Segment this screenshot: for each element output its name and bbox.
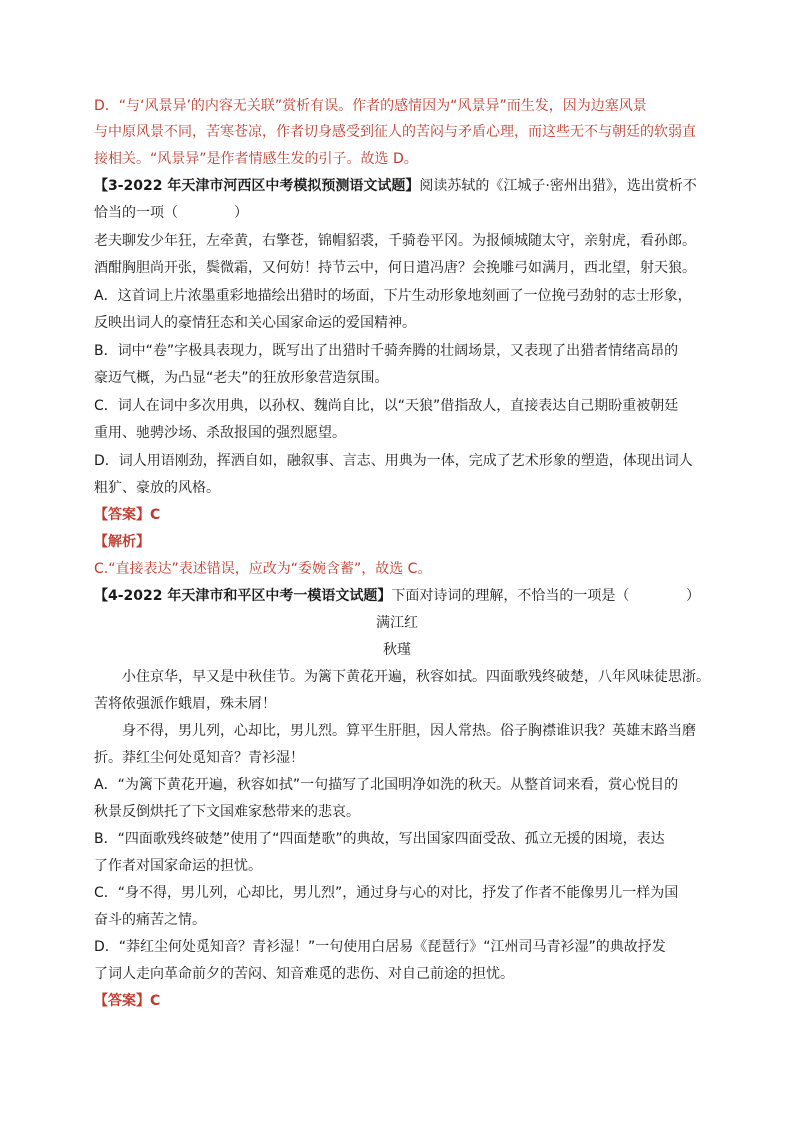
q3-option-a-line-1: A．这首词上片浓墨重彩地描绘出猎时的场面，下片生动形象地刻画了一位挽弓劲射的志士形象，: [94, 288, 692, 304]
q3-intro-line-2: 恰当的一项（ ）: [94, 205, 248, 221]
analysis-d-line-2: 与中原风景不同，苦寒苍凉，作者切身感受到征人的苦闷与矛盾心理，而这些无不与朝廷的软弱直: [94, 124, 696, 140]
q3-analysis-text: C.“直接表达”表述错误，应改为“委婉含蓄”，故选 C。: [94, 561, 432, 577]
q3-option-b-line-1: B．词中“卷”字极具表现力，既写出了出猎时千骑奔腾的壮阔场景，又表现了出猎者情绪高昂的: [94, 343, 679, 359]
q4-option-d-line-1: D．“莽红尘何处觅知音？青衫湿！”一句使用白居易《琵琶行》“江州司马青衫湿”的典故抒发: [94, 939, 666, 955]
q4-poem-para-1-line-1: 小住京华，早又是中秋佳节。为篱下黄花开遍，秋容如拭。四面歌残终破楚，八年风味徒思浙。: [122, 669, 710, 685]
q4-intro-line: [94, 586, 700, 606]
q3-intro-text: 阅读苏轼的《江城子·密州出猎》，选出赏析不: [419, 178, 697, 194]
q3-option-d-line-2: 粗犷、豪放的风格。: [94, 480, 220, 496]
q3-option-b-line-2: 豪迈气概，为凸显“老夫”的狂放形象营造氛围。: [94, 370, 389, 386]
q4-option-c-line-2: 奋斗的痛苦之情。: [94, 912, 206, 928]
q4-intro-close-paren: ）: [686, 588, 700, 604]
q3-poem-line-1: 老夫聊发少年狂，左牵黄，右擎苍，锦帽貂裘，千骑卷平冈。为报倾城随太守，亲射虎，看孙郎。: [94, 233, 696, 249]
q3-option-c-line-1: C．词人在词中多次用典，以孙权、魏尚自比，以“天狼”借指敌人，直接表达自己期盼重被朝廷: [94, 398, 679, 414]
q3-option-d-line-1: D．词人用语刚劲，挥洒自如，融叙事、言志、用典为一体，完成了艺术形象的塑造，体现出词人: [94, 453, 693, 469]
q4-option-b-line-1: B．“四面歌残终破楚”使用了“四面楚歌”的典故，写出国家四面受敌、孤立无援的困境，表达: [94, 831, 665, 847]
q3-header: 【3-2022 年天津市河西区中考模拟预测语文试题】: [94, 178, 420, 194]
q4-answer: 【答案】C: [94, 993, 161, 1009]
q4-option-c-line-1: C．“身不得，男儿列，心却比，男儿烈”，通过身与心的对比，抒发了作者不能像男儿一样为国: [94, 885, 679, 901]
q4-poem-author: 秋瑾: [383, 642, 411, 658]
q3-option-c-line-2: 重用、驰骋沙场、杀敌报国的强烈愿望。: [94, 425, 346, 441]
q4-poem-title: 满江红: [376, 615, 418, 631]
q4-poem-para-1-line-2: 苦将侬强派作蛾眉，殊未屑！: [94, 696, 276, 712]
q4-option-a-line-2: 秋景反倒烘托了下文国难家愁带来的悲哀。: [94, 804, 360, 820]
analysis-d-line-3: 接相关。“风景异”是作者情感生发的引子。故选 D。: [94, 151, 418, 167]
q4-option-a-line-1: A．“为篱下黄花开遍，秋容如拭”一句描写了北国明净如洗的秋天。从整首词来看，赏心悦目的: [94, 777, 679, 793]
q3-answer: 【答案】C: [94, 507, 161, 523]
q4-poem-para-2-line-1: 身不得，男儿列，心却比，男儿烈。算平生肝胆，因人常热。俗子胸襟谁识我？英雄末路当磨: [122, 723, 696, 739]
q3-poem-line-2: 酒酣胸胆尚开张，鬓微霜，又何妨！持节云中，何日遣冯唐？会挽雕弓如满月，西北望，射天狼。: [94, 260, 696, 276]
q3-intro-line-1: [94, 176, 700, 196]
q3-analysis-label: 【解析】: [94, 534, 150, 550]
analysis-d-line-1: D．“与‘风景异’的内容无关联”赏析有误。作者的感情因为“风景异”而生发，因为边塞风景: [94, 98, 647, 114]
q3-option-a-line-2: 反映出词人的豪情狂态和关心国家命运的爱国精神。: [94, 315, 416, 331]
q4-poem-para-2-line-2: 折。莽红尘何处觅知音？青衫湿！: [94, 750, 304, 766]
q4-intro-text: 下面对诗词的理解，不恰当的一项是（: [391, 588, 630, 604]
q4-header: 【4-2022 年天津市和平区中考一模语文试题】: [94, 588, 392, 604]
q4-option-b-line-2: 了作者对国家命运的担忧。: [94, 858, 262, 874]
q4-option-d-line-2: 了词人走向革命前夕的苦闷、知音难觅的悲伤、对自己前途的担忧。: [94, 966, 514, 982]
